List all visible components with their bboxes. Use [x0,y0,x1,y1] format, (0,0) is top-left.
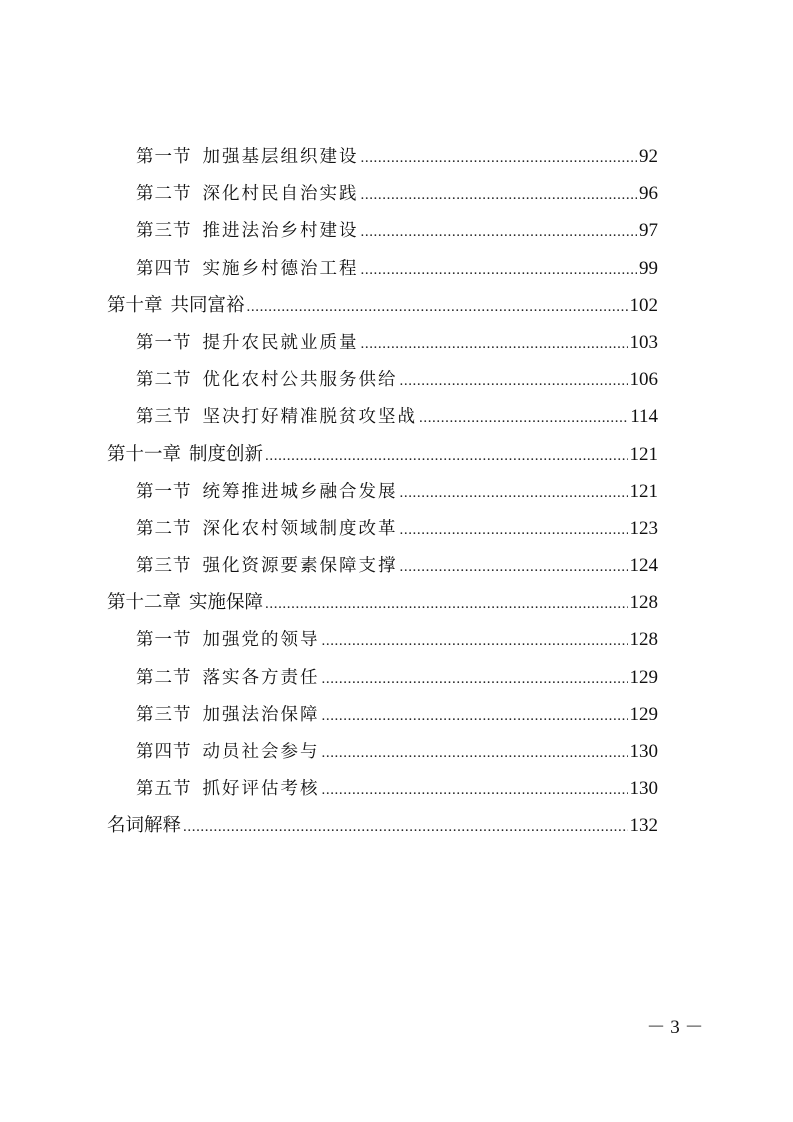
section-title: 坚决打好精准脱贫攻坚战 [202,407,417,428]
page-footer-number: － 3 － [646,1017,704,1038]
chapter-title: 制度创新 [189,443,264,465]
leader-dots [322,772,628,809]
section-number: 第一节 [136,481,192,502]
page-number: 114 [630,406,658,428]
toc-entry-section[interactable] [136,696,658,733]
page-number: 102 [629,294,658,316]
page-number: 106 [629,369,658,391]
section-title: 抓好评估考核 [202,779,320,800]
toc-entry-section[interactable] [136,361,658,398]
section-number: 第一节 [136,147,192,167]
section-number: 第五节 [136,779,192,800]
section-number: 第一节 [136,332,192,353]
toc-entry-section[interactable] [136,510,658,547]
chapter-title: 共同富裕 [170,294,245,316]
page-number: 130 [629,741,658,762]
leader-dots [247,289,628,326]
section-title: 加强法治保障 [202,704,320,725]
leader-dots [361,140,638,177]
section-title: 推进法治乡村建设 [202,221,359,242]
chapter-title: 实施保障 [189,592,264,614]
section-title: 加强党的领导 [202,630,320,651]
page-number: 128 [629,592,658,614]
toc-entry-chapter[interactable] [107,287,658,324]
section-number: 第三节 [136,407,192,428]
section-title: 深化农村领域制度改革 [202,518,398,539]
leader-dots [361,214,638,251]
page-number: 130 [629,778,658,800]
page-number: 129 [629,703,658,725]
toc-entry-section[interactable] [136,770,658,807]
toc-entry-glossary[interactable] [107,807,658,844]
leader-dots [322,698,628,735]
section-title: 加强基层组织建设 [202,147,359,167]
page-number: 121 [629,480,658,502]
page-number: 128 [629,629,658,651]
toc-entry-chapter[interactable] [107,584,658,621]
section-number: 第四节 [136,258,192,279]
toc-entry-section[interactable] [136,212,658,249]
toc-entry-section[interactable] [136,138,658,175]
leader-dots [322,735,628,772]
section-number: 第二节 [136,184,192,205]
page-number: 121 [629,443,658,465]
section-title: 动员社会参与 [202,742,320,762]
toc-entry-section[interactable] [136,659,658,696]
page-number: 99 [639,257,658,279]
leader-dots [265,438,627,475]
leader-dots [400,549,628,586]
section-number: 第二节 [136,667,192,688]
leader-dots [361,252,638,289]
page-number: 123 [629,517,658,539]
leader-dots [361,177,638,214]
toc-entry-section[interactable] [136,324,658,361]
page-number: 97 [639,220,658,242]
page-number: 96 [639,183,658,205]
glossary-title: 名词解释 [107,815,182,837]
page-number: 129 [629,666,658,688]
section-number: 第三节 [136,221,192,242]
leader-dots [361,326,628,363]
chapter-number: 第十一章 [107,443,182,465]
toc-entry-chapter[interactable] [107,436,658,473]
toc-entry-section[interactable] [136,250,658,287]
page-number: 124 [629,555,658,577]
section-number: 第三节 [136,704,192,725]
page-number: 132 [629,815,658,837]
section-title: 统筹推进城乡融合发展 [202,481,398,502]
section-title: 强化资源要素保障支撑 [202,556,398,577]
leader-dots [419,400,628,437]
section-title: 提升农民就业质量 [202,332,359,353]
toc-entry-section[interactable] [136,473,658,510]
section-title: 实施乡村德治工程 [202,258,359,279]
page-number: 92 [639,146,658,167]
leader-dots [265,586,627,623]
section-number: 第一节 [136,630,192,651]
chapter-number: 第十二章 [107,592,182,614]
page-number: 103 [629,331,658,353]
leader-dots [322,623,628,660]
section-title: 落实各方责任 [202,667,320,688]
leader-dots [400,363,628,400]
chapter-number: 第十章 [107,294,163,316]
section-number: 第二节 [136,518,192,539]
section-number: 第二节 [136,370,192,391]
leader-dots [183,809,627,846]
section-title: 优化农村公共服务供给 [202,370,398,391]
leader-dots [322,661,628,698]
section-title: 深化村民自治实践 [202,184,359,205]
section-number: 第四节 [136,742,192,762]
table-of-contents [0,138,793,845]
toc-entry-section[interactable] [136,547,658,584]
leader-dots [400,475,628,512]
toc-entry-section[interactable] [136,398,658,435]
section-number: 第三节 [136,556,192,577]
toc-entry-section[interactable] [136,175,658,212]
toc-entry-section[interactable] [136,733,658,770]
toc-entry-section[interactable] [136,621,658,658]
leader-dots [400,512,628,549]
